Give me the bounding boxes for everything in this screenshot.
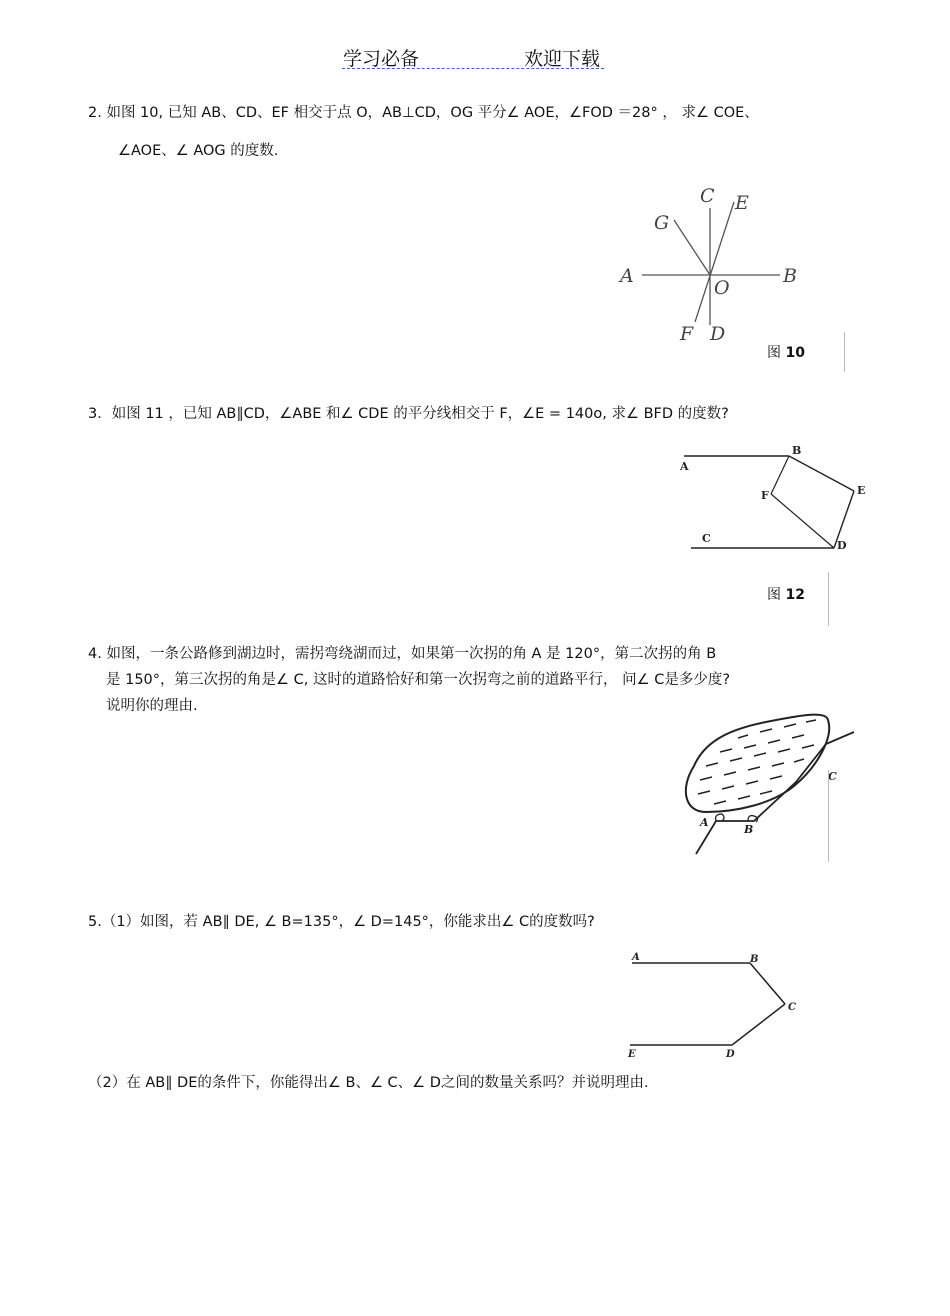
label-c: C xyxy=(788,1002,796,1013)
q4-line3: 说明你的理由. xyxy=(106,698,198,714)
segment-be xyxy=(789,456,854,491)
label-e: E xyxy=(735,192,749,214)
label-a: A xyxy=(700,816,709,829)
q5-line1: 5.（1）如图，若 AB∥ DE, ∠ B=135°，∠ D=145°，你能求出∠ C的度数吗? xyxy=(88,914,595,930)
q2-line2: ∠AOE、∠ AOG 的度数. xyxy=(118,143,279,159)
figure-10-caption xyxy=(767,342,805,362)
label-o: O xyxy=(714,277,730,299)
q4-line2: 是 150°，第三次拐的角是∠ C, 这时的道路恰好和第一次拐弯之前的道路平行， 问∠ C是多少度? xyxy=(106,672,731,688)
header-left-text: 学习必备 xyxy=(343,48,420,70)
lake-outline xyxy=(686,715,829,812)
label-d: D xyxy=(710,323,726,345)
label-d: D xyxy=(837,539,847,552)
label-b: B xyxy=(783,265,797,287)
figure-ab-de xyxy=(620,946,810,1064)
label-a: A xyxy=(680,460,689,473)
header-right-text: 欢迎下载 xyxy=(524,48,601,70)
caption-number: 10 xyxy=(785,345,805,361)
label-e: E xyxy=(857,484,866,497)
segment-cd xyxy=(732,1004,785,1045)
segment-bc xyxy=(750,963,785,1004)
label-d: D xyxy=(726,1049,735,1060)
segment-bf xyxy=(771,456,789,494)
label-f: F xyxy=(761,489,769,502)
figure-lake-rule xyxy=(828,770,829,862)
label-b: B xyxy=(792,444,802,457)
figure-10-rule xyxy=(844,332,845,372)
label-g: G xyxy=(654,212,670,234)
figure-12-rule xyxy=(828,572,829,626)
label-b: B xyxy=(744,823,754,836)
q5-line2: （2）在 AB∥ DE的条件下，你能得出∠ B、∠ C、∠ D之间的数量关系吗？并说明理由. xyxy=(88,1075,649,1091)
caption-prefix: 图 xyxy=(767,587,781,603)
label-e: E xyxy=(628,1049,636,1060)
figure-12 xyxy=(676,436,876,558)
ray-og xyxy=(674,220,710,275)
label-b: B xyxy=(750,954,759,965)
label-c: C xyxy=(700,185,715,207)
caption-number: 12 xyxy=(785,587,805,603)
lake-hatching xyxy=(698,720,816,804)
label-c: C xyxy=(702,532,711,545)
q4-line1: 4. 如图，一条公路修到湖边时，需拐弯绕湖而过，如果第一次拐的角 A 是 120°，第二次拐的角 B xyxy=(88,646,717,662)
figure-lake-road xyxy=(676,708,866,858)
header-underline xyxy=(342,68,604,69)
label-f: F xyxy=(680,323,694,345)
figure-10 xyxy=(610,180,810,350)
q2-line1: 2. 如图 10, 已知 AB、CD、EF 相交于点 O，AB⊥CD，OG 平分∠ AOE，∠FOD ＝28° ， 求∠ COE、 xyxy=(88,105,759,121)
label-a: A xyxy=(632,952,640,963)
q3-line1: 3．如图 11 ，已知 AB∥CD，∠ABE 和∠ CDE 的平分线相交于 F，∠E = 140o, 求∠ BFD 的度数? xyxy=(88,406,729,422)
angle-mark-a xyxy=(716,814,724,821)
caption-prefix: 图 xyxy=(767,345,781,361)
label-c: C xyxy=(828,770,837,783)
road xyxy=(696,732,854,854)
segment-fd xyxy=(771,494,834,548)
label-a: A xyxy=(620,265,634,287)
figure-12-caption xyxy=(767,584,805,604)
